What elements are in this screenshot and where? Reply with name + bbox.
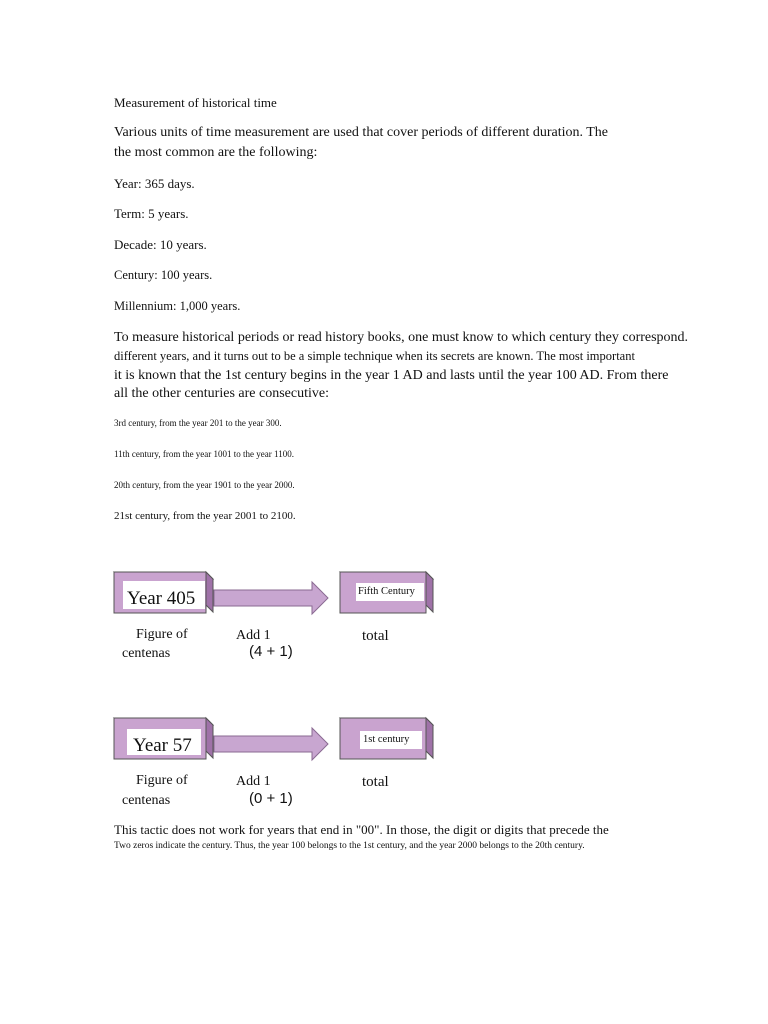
result-box-label: Fifth Century <box>358 586 415 597</box>
caption-formula: (0 + 1) <box>249 790 293 807</box>
caption-add-1: Add 1 <box>236 774 271 789</box>
caption-total: total <box>362 628 389 644</box>
year-box-side <box>206 718 213 758</box>
year-box-label: Year 405 <box>127 588 196 609</box>
unit-decade: Decade: 10 years. <box>114 237 207 252</box>
example-21st-century: 21st century, from the year 2001 to 2100. <box>114 510 296 522</box>
century-diagram-1 <box>110 568 450 678</box>
result-box-side <box>426 572 433 612</box>
unit-term: Term: 5 years. <box>114 206 189 221</box>
unit-century: Century: 100 years. <box>114 268 213 282</box>
year-box-label: Year 57 <box>133 735 192 756</box>
closing-line-1: This tactic does not work for years that end in "00". In those, the digit or digits that precede the <box>114 822 609 837</box>
unit-millennium: Millennium: 1,000 years. <box>114 299 241 313</box>
paragraph-line-2: different years, and it turns out to be a simple technique when its secrets are known. The most important <box>114 349 635 363</box>
caption-figure-of: Figure of <box>136 627 188 642</box>
example-20th-century: 20th century, from the year 1901 to the year 2000. <box>114 480 295 490</box>
year-box-side <box>206 572 213 612</box>
arrow <box>214 728 328 760</box>
page-title: Measurement of historical time <box>114 95 277 110</box>
caption-total: total <box>362 774 389 790</box>
caption-figure-of: Figure of <box>136 773 188 788</box>
caption-formula: (4 + 1) <box>249 643 293 660</box>
caption-centenas: centenas <box>122 793 171 808</box>
arrow <box>214 582 328 614</box>
paragraph-line-3: it is known that the 1st century begins in the year 1 AD and lasts until the year 100 AD. From there <box>114 368 669 383</box>
closing-line-2: Two zeros indicate the century. Thus, the year 100 belongs to the 1st century, and the year 2000 belongs to the 20th century. <box>114 841 585 851</box>
paragraph-line-4: all the other centuries are consecutive: <box>114 386 329 401</box>
intro-line-2: the most common are the following: <box>114 145 318 160</box>
caption-centenas: centenas <box>122 646 171 661</box>
century-diagram-2 <box>110 714 450 824</box>
example-3rd-century: 3rd century, from the year 201 to the year 300. <box>114 418 282 428</box>
intro-line-1: Various units of time measurement are used that cover periods of different duration. The <box>114 125 608 140</box>
caption-add-1: Add 1 <box>236 628 271 643</box>
result-box-label: 1st century <box>363 734 410 745</box>
paragraph-line-1: To measure historical periods or read history books, one must know to which century they correspond. <box>114 330 689 345</box>
unit-year: Year: 365 days. <box>114 176 195 191</box>
result-box-side <box>426 718 433 758</box>
example-11th-century: 11th century, from the year 1001 to the year 1100. <box>114 449 294 459</box>
